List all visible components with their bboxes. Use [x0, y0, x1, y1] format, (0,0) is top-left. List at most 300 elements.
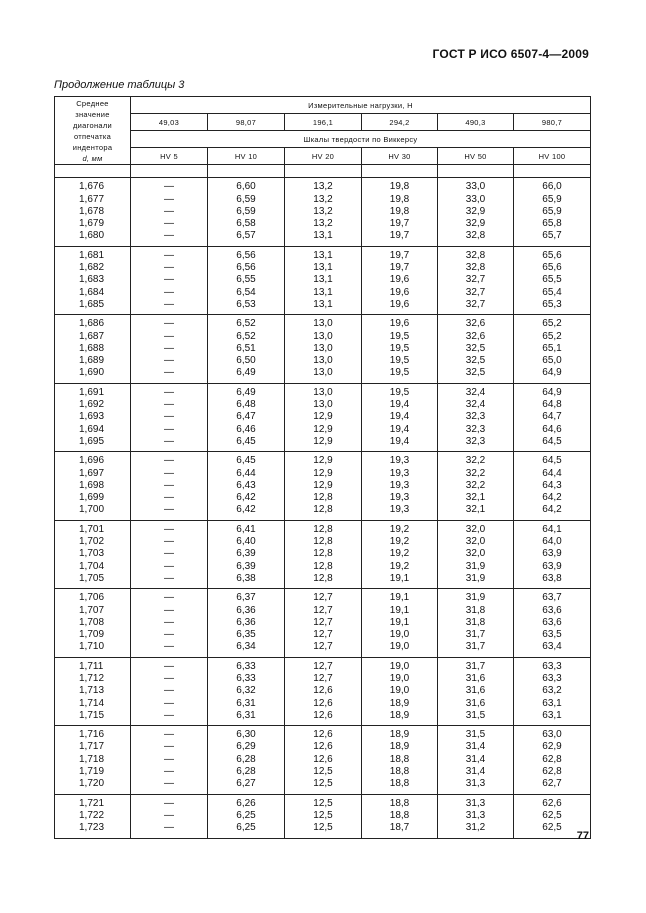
table-row [55, 218, 591, 230]
col0-line: индентора [72, 142, 113, 152]
scale-label: HV 20 [285, 148, 362, 165]
hardness-cell: 19,4 [362, 424, 438, 436]
table-row [55, 504, 591, 520]
hardness-cell: — [131, 424, 208, 436]
hardness-cell: 12,7 [285, 629, 362, 641]
hardness-cell: 32,9 [438, 218, 514, 230]
row-group [55, 520, 591, 588]
hardness-cell: 6,30 [208, 726, 285, 742]
table-caption: Продолжение таблицы 3 [54, 79, 185, 91]
hardness-cell: — [131, 194, 208, 206]
hardness-cell: 13,0 [285, 399, 362, 411]
hardness-cell: 12,7 [285, 673, 362, 685]
hardness-cell: — [131, 641, 208, 657]
hardness-cell: 32,7 [438, 274, 514, 286]
hardness-cell: — [131, 480, 208, 492]
hardness-cell: 19,6 [362, 299, 438, 315]
hardness-cell: — [131, 726, 208, 742]
hardness-cell: 31,3 [438, 794, 514, 810]
hardness-cell: 65,4 [514, 287, 591, 299]
hardness-cell: 6,25 [208, 822, 285, 838]
hardness-cell: 65,6 [514, 262, 591, 274]
hardness-cell: 12,6 [285, 754, 362, 766]
hardness-cell: 12,9 [285, 468, 362, 480]
hardness-cell: 32,2 [438, 468, 514, 480]
diagonal-column-header [55, 97, 131, 165]
hardness-cell: 63,3 [514, 673, 591, 685]
hardness-cell: 64,4 [514, 468, 591, 480]
hardness-cell: 31,4 [438, 754, 514, 766]
table-row [55, 641, 591, 657]
hardness-cell: 19,1 [362, 605, 438, 617]
table-row [55, 548, 591, 560]
hardness-cell: 31,4 [438, 766, 514, 778]
table-row [55, 436, 591, 452]
hardness-cell: 6,33 [208, 673, 285, 685]
hardness-cell: 12,7 [285, 641, 362, 657]
hardness-cell: 32,1 [438, 492, 514, 504]
diagonal-cell: 1,694 [55, 424, 131, 436]
diagonal-cell: 1,680 [55, 230, 131, 246]
hardness-cell: 63,0 [514, 726, 591, 742]
hardness-cell: 12,9 [285, 411, 362, 423]
hardness-cell: 19,6 [362, 315, 438, 331]
hardness-cell: 18,8 [362, 778, 438, 794]
hardness-cell: — [131, 331, 208, 343]
hardness-cell: 13,0 [285, 367, 362, 383]
hardness-cell: 31,7 [438, 629, 514, 641]
hardness-cell: 65,8 [514, 218, 591, 230]
hardness-cell: 6,28 [208, 766, 285, 778]
hardness-cell: 19,8 [362, 194, 438, 206]
hardness-cell: 12,6 [285, 685, 362, 697]
diagonal-cell: 1,688 [55, 343, 131, 355]
diagonal-cell: 1,701 [55, 520, 131, 536]
hardness-cell: — [131, 685, 208, 697]
hardness-cell: 19,7 [362, 218, 438, 230]
col0-line: Среднее [76, 98, 109, 108]
table-row [55, 573, 591, 589]
hardness-cell: 65,6 [514, 246, 591, 262]
hardness-cell: 31,7 [438, 641, 514, 657]
hardness-cell: 19,2 [362, 536, 438, 548]
table-row [55, 673, 591, 685]
table-row [55, 492, 591, 504]
hardness-cell: 19,5 [362, 367, 438, 383]
hardness-cell: 65,9 [514, 194, 591, 206]
hardness-cell: 32,9 [438, 206, 514, 218]
diagonal-cell: 1,690 [55, 367, 131, 383]
table-row [55, 617, 591, 629]
hardness-cell: 18,8 [362, 810, 438, 822]
table-row [55, 754, 591, 766]
hardness-cell: — [131, 794, 208, 810]
hardness-cell: 64,2 [514, 504, 591, 520]
hardness-cell: 19,7 [362, 246, 438, 262]
table-row [55, 810, 591, 822]
hardness-cell: 6,28 [208, 754, 285, 766]
hardness-cell: 6,57 [208, 230, 285, 246]
hardness-cell: 6,33 [208, 657, 285, 673]
hardness-cell: — [131, 741, 208, 753]
hardness-cell: 6,31 [208, 698, 285, 710]
diagonal-cell: 1,715 [55, 710, 131, 726]
table-row [55, 274, 591, 286]
diagonal-cell: 1,704 [55, 561, 131, 573]
row-group [55, 178, 591, 246]
hardness-cell: 6,49 [208, 367, 285, 383]
hardness-cell: 63,3 [514, 657, 591, 673]
hardness-cell: 31,8 [438, 605, 514, 617]
hardness-cell: 32,1 [438, 504, 514, 520]
hardness-cell: 65,0 [514, 355, 591, 367]
hardness-cell: 6,56 [208, 262, 285, 274]
diagonal-cell: 1,723 [55, 822, 131, 838]
row-group [55, 657, 591, 725]
diagonal-cell: 1,677 [55, 194, 131, 206]
hardness-cell: 31,5 [438, 726, 514, 742]
hardness-cell: 64,1 [514, 520, 591, 536]
hardness-cell: 6,36 [208, 605, 285, 617]
load-value: 294,2 [362, 114, 438, 131]
diagonal-cell: 1,695 [55, 436, 131, 452]
diagonal-cell: 1,718 [55, 754, 131, 766]
hardness-cell: 32,5 [438, 355, 514, 367]
hardness-cell: 19,4 [362, 411, 438, 423]
load-value: 980,7 [514, 114, 591, 131]
hardness-cell: 6,44 [208, 468, 285, 480]
hardness-cell: 6,59 [208, 194, 285, 206]
table-row [55, 262, 591, 274]
hardness-cell: 65,2 [514, 331, 591, 343]
hardness-cell: 62,5 [514, 810, 591, 822]
hardness-cell: 6,37 [208, 589, 285, 605]
hardness-cell: 6,48 [208, 399, 285, 411]
hardness-cell: 12,5 [285, 778, 362, 794]
hardness-cell: 13,1 [285, 262, 362, 274]
hardness-cell: 31,5 [438, 710, 514, 726]
table-row [55, 589, 591, 605]
hardness-cell: 6,34 [208, 641, 285, 657]
hardness-cell: 13,0 [285, 315, 362, 331]
hardness-cell: 12,6 [285, 698, 362, 710]
hardness-table [54, 96, 591, 839]
hardness-cell: 12,6 [285, 741, 362, 753]
table-row [55, 206, 591, 218]
diagonal-cell: 1,700 [55, 504, 131, 520]
scale-label: HV 50 [438, 148, 514, 165]
diagonal-cell: 1,681 [55, 246, 131, 262]
hardness-cell: 13,2 [285, 206, 362, 218]
hardness-cell: 32,0 [438, 536, 514, 548]
row-group [55, 315, 591, 383]
hardness-cell: 18,7 [362, 822, 438, 838]
row-group [55, 726, 591, 794]
load-value: 98,07 [208, 114, 285, 131]
hardness-cell: 32,6 [438, 331, 514, 343]
scale-label: HV 5 [131, 148, 208, 165]
hardness-cell: 19,2 [362, 561, 438, 573]
hardness-cell: 32,4 [438, 383, 514, 399]
table-row [55, 315, 591, 331]
diagonal-cell: 1,713 [55, 685, 131, 697]
hardness-cell: 12,9 [285, 424, 362, 436]
table-row [55, 536, 591, 548]
hardness-cell: 63,4 [514, 641, 591, 657]
hardness-cell: 31,6 [438, 698, 514, 710]
hardness-cell: 12,7 [285, 617, 362, 629]
hardness-cell: 63,5 [514, 629, 591, 641]
hardness-cell: — [131, 230, 208, 246]
table-row [55, 710, 591, 726]
table-row [55, 766, 591, 778]
diagonal-cell: 1,698 [55, 480, 131, 492]
table-row [55, 287, 591, 299]
diagonal-cell: 1,699 [55, 492, 131, 504]
hardness-cell: 63,6 [514, 605, 591, 617]
hardness-cell: 64,3 [514, 480, 591, 492]
hardness-cell: 63,8 [514, 573, 591, 589]
table-row [55, 822, 591, 838]
hardness-cell: — [131, 754, 208, 766]
diagonal-cell: 1,687 [55, 331, 131, 343]
hardness-cell: 19,3 [362, 504, 438, 520]
hardness-cell: 18,9 [362, 726, 438, 742]
col0-line: отпечатка [73, 131, 112, 141]
hardness-cell: 64,6 [514, 424, 591, 436]
hardness-cell: 19,8 [362, 178, 438, 194]
hardness-cell: — [131, 468, 208, 480]
hardness-cell: 62,8 [514, 766, 591, 778]
hardness-cell: 32,5 [438, 367, 514, 383]
table-row [55, 230, 591, 246]
hardness-cell: 12,8 [285, 561, 362, 573]
hardness-cell: 32,4 [438, 399, 514, 411]
hardness-cell: — [131, 766, 208, 778]
hardness-cell: 19,4 [362, 436, 438, 452]
hardness-cell: 31,9 [438, 589, 514, 605]
table-row [55, 452, 591, 468]
hardness-cell: 64,9 [514, 367, 591, 383]
hardness-cell: — [131, 315, 208, 331]
hardness-cell: 65,1 [514, 343, 591, 355]
hardness-cell: — [131, 178, 208, 194]
scale-label: HV 100 [514, 148, 591, 165]
hardness-cell: 6,29 [208, 741, 285, 753]
hardness-cell: 13,2 [285, 194, 362, 206]
diagonal-cell: 1,679 [55, 218, 131, 230]
scale-label: HV 30 [362, 148, 438, 165]
hardness-cell: — [131, 411, 208, 423]
row-group [55, 452, 591, 520]
hardness-cell: — [131, 561, 208, 573]
hardness-cell: 6,39 [208, 561, 285, 573]
row-group [55, 246, 591, 314]
scales-title: Шкалы твердости по Виккерсу [131, 131, 591, 148]
diagonal-cell: 1,703 [55, 548, 131, 560]
hardness-cell: — [131, 274, 208, 286]
hardness-cell: 31,7 [438, 657, 514, 673]
hardness-cell: 6,54 [208, 287, 285, 299]
diagonal-cell: 1,714 [55, 698, 131, 710]
hardness-cell: 12,9 [285, 436, 362, 452]
hardness-cell: — [131, 520, 208, 536]
hardness-cell: — [131, 287, 208, 299]
table-row [55, 605, 591, 617]
hardness-cell: 6,31 [208, 710, 285, 726]
hardness-cell: 13,2 [285, 178, 362, 194]
hardness-cell: — [131, 605, 208, 617]
hardness-cell: 31,3 [438, 778, 514, 794]
diagonal-cell: 1,683 [55, 274, 131, 286]
hardness-cell: 12,8 [285, 536, 362, 548]
hardness-cell: 65,9 [514, 206, 591, 218]
diagonal-cell: 1,696 [55, 452, 131, 468]
hardness-cell: 65,3 [514, 299, 591, 315]
hardness-cell: 13,0 [285, 343, 362, 355]
diagonal-cell: 1,705 [55, 573, 131, 589]
diagonal-cell: 1,686 [55, 315, 131, 331]
hardness-cell: 13,1 [285, 287, 362, 299]
hardness-cell: 12,8 [285, 548, 362, 560]
diagonal-cell: 1,707 [55, 605, 131, 617]
hardness-cell: 64,7 [514, 411, 591, 423]
table-row [55, 698, 591, 710]
hardness-cell: 33,0 [438, 194, 514, 206]
hardness-cell: — [131, 355, 208, 367]
hardness-cell: — [131, 504, 208, 520]
hardness-cell: 32,7 [438, 287, 514, 299]
hardness-cell: 13,0 [285, 383, 362, 399]
hardness-cell: 6,41 [208, 520, 285, 536]
hardness-cell: 19,0 [362, 657, 438, 673]
hardness-cell: 19,0 [362, 629, 438, 641]
hardness-cell: 31,3 [438, 810, 514, 822]
hardness-cell: 18,9 [362, 698, 438, 710]
hardness-cell: 32,0 [438, 548, 514, 560]
diagonal-cell: 1,709 [55, 629, 131, 641]
row-group [55, 383, 591, 451]
table-row [55, 520, 591, 536]
hardness-cell: 18,8 [362, 766, 438, 778]
table-header [55, 97, 591, 165]
hardness-cell: 62,7 [514, 778, 591, 794]
row-group [55, 589, 591, 657]
hardness-cell: 64,5 [514, 452, 591, 468]
hardness-cell: 66,0 [514, 178, 591, 194]
table-row [55, 343, 591, 355]
hardness-cell: 62,5 [514, 822, 591, 838]
hardness-cell: 64,8 [514, 399, 591, 411]
table-row [55, 367, 591, 383]
hardness-cell: 12,6 [285, 726, 362, 742]
diagonal-cell: 1,676 [55, 178, 131, 194]
diagonal-cell: 1,717 [55, 741, 131, 753]
hardness-cell: 32,6 [438, 315, 514, 331]
hardness-cell: 63,2 [514, 685, 591, 697]
hardness-cell: 63,7 [514, 589, 591, 605]
hardness-cell: 6,40 [208, 536, 285, 548]
hardness-cell: 31,2 [438, 822, 514, 838]
load-value: 490,3 [438, 114, 514, 131]
table-row [55, 629, 591, 641]
hardness-cell: — [131, 218, 208, 230]
hardness-cell: 13,0 [285, 331, 362, 343]
hardness-cell: 6,47 [208, 411, 285, 423]
hardness-cell: — [131, 548, 208, 560]
hardness-cell: 6,59 [208, 206, 285, 218]
hardness-cell: 19,1 [362, 589, 438, 605]
table-row [55, 194, 591, 206]
hardness-cell: 19,3 [362, 480, 438, 492]
hardness-cell: — [131, 262, 208, 274]
hardness-cell: 19,7 [362, 230, 438, 246]
hardness-cell: 19,5 [362, 383, 438, 399]
hardness-cell: 13,1 [285, 274, 362, 286]
table-row [55, 299, 591, 315]
table-row [55, 685, 591, 697]
hardness-cell: 32,2 [438, 480, 514, 492]
table-row [55, 561, 591, 573]
diagonal-cell: 1,720 [55, 778, 131, 794]
table-row [55, 399, 591, 411]
hardness-cell: 13,1 [285, 246, 362, 262]
diagonal-cell: 1,693 [55, 411, 131, 423]
hardness-cell: — [131, 810, 208, 822]
hardness-cell: 19,1 [362, 573, 438, 589]
hardness-cell: — [131, 399, 208, 411]
hardness-cell: 19,8 [362, 206, 438, 218]
diagonal-cell: 1,706 [55, 589, 131, 605]
hardness-cell: 19,3 [362, 468, 438, 480]
header-spacer [55, 165, 591, 178]
hardness-cell: 19,6 [362, 274, 438, 286]
hardness-cell: 31,9 [438, 573, 514, 589]
hardness-cell: 32,8 [438, 230, 514, 246]
hardness-cell: 6,42 [208, 492, 285, 504]
diagonal-cell: 1,710 [55, 641, 131, 657]
hardness-cell: — [131, 492, 208, 504]
hardness-cell: — [131, 343, 208, 355]
hardness-cell: — [131, 657, 208, 673]
hardness-cell: 64,2 [514, 492, 591, 504]
hardness-cell: 6,50 [208, 355, 285, 367]
hardness-cell: 12,7 [285, 657, 362, 673]
hardness-cell: 12,8 [285, 520, 362, 536]
hardness-cell: — [131, 617, 208, 629]
diagonal-cell: 1,678 [55, 206, 131, 218]
hardness-cell: 19,2 [362, 548, 438, 560]
hardness-cell: 32,0 [438, 520, 514, 536]
hardness-cell: 13,0 [285, 355, 362, 367]
hardness-cell: 6,25 [208, 810, 285, 822]
hardness-cell: 62,6 [514, 794, 591, 810]
table-row [55, 468, 591, 480]
diagonal-cell: 1,712 [55, 673, 131, 685]
hardness-cell: 18,9 [362, 710, 438, 726]
hardness-cell: 12,6 [285, 710, 362, 726]
hardness-cell: 19,0 [362, 673, 438, 685]
hardness-cell: — [131, 710, 208, 726]
diagonal-cell: 1,691 [55, 383, 131, 399]
hardness-cell: 19,0 [362, 641, 438, 657]
hardness-cell: — [131, 629, 208, 641]
diagonal-cell: 1,682 [55, 262, 131, 274]
diagonal-cell: 1,689 [55, 355, 131, 367]
hardness-cell: 19,3 [362, 452, 438, 468]
hardness-cell: 32,5 [438, 343, 514, 355]
table-row [55, 778, 591, 794]
